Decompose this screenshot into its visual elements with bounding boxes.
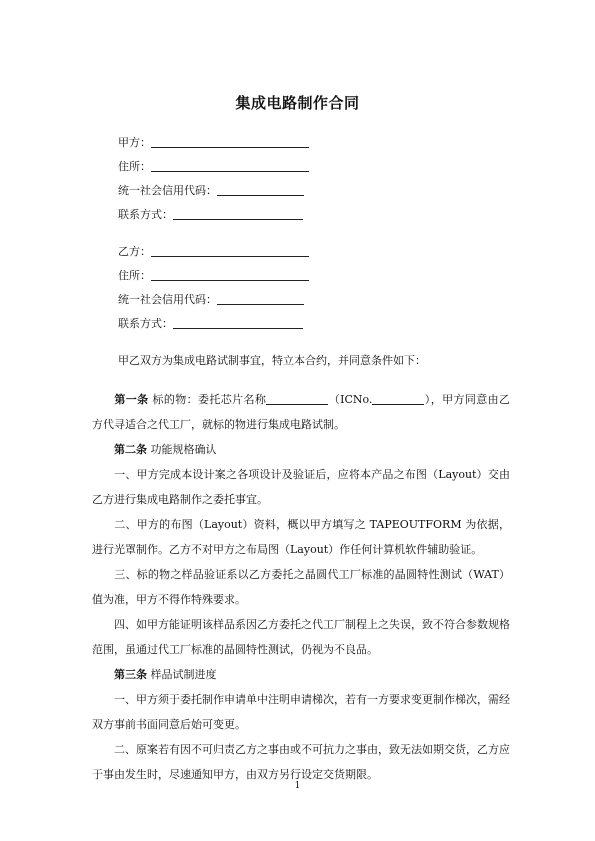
article-3-item-text: 二、原案若有因不可归责乙方之事由或不可抗力之事由，致无法如期交货，乙方应于事由发生时，尽速通知甲方，由双方另行设定交货期限。 xyxy=(92,743,510,781)
party-b-address-label: 住所： xyxy=(118,269,151,282)
article-2-item-text: 二、甲方的布图（Layout）资料，概以甲方填写之 TAPEOUTFORM 为依据，进行光罩制作。乙方不对甲方之布局图（Layout）作任何计算机软件辅助验证。 xyxy=(92,518,510,556)
ic-number-blank[interactable] xyxy=(372,393,424,405)
party-b-address-blank[interactable] xyxy=(151,269,309,281)
article-1-heading: 第一条 xyxy=(114,393,149,406)
article-1-text-c: ），甲方同意由乙方代寻适合之代工厂，就标的物进行集成电路试制。 xyxy=(92,393,511,431)
chip-name-blank[interactable] xyxy=(266,393,328,405)
party-a-contact-blank[interactable] xyxy=(173,208,303,220)
article-3-item-text: 一、甲方须于委托制作申请单中注明申请梯次，若有一方要求变更制作梯次，需经双方事前书面同意后始可变更。 xyxy=(92,693,510,731)
party-a-address-field xyxy=(118,160,309,174)
party-b-name-label: 乙方： xyxy=(118,245,151,258)
party-b-address-field xyxy=(118,269,309,283)
party-a-name-label: 甲方： xyxy=(118,136,151,149)
party-a-address-label: 住所： xyxy=(118,160,151,173)
article-2-item xyxy=(92,512,510,562)
article-2-item-text: 四、如甲方能证明该样品系因乙方委托之代工厂制程上之失误，致不符合参数规格范围，虽通过代工厂标准的晶圆特性测试，仍视为不良品。 xyxy=(92,618,510,656)
article-2-heading: 第二条 xyxy=(114,443,147,456)
article-2-item-text: 一、甲方完成本设计案之各项设计及验证后，应将本产品之布图（Layout）交由乙方进行集成电路制作之委托事宜。 xyxy=(92,468,510,506)
party-b-name-field xyxy=(118,245,309,259)
party-a-contact-label: 联系方式： xyxy=(118,208,173,221)
article-3-item xyxy=(92,737,510,787)
party-b-name-blank[interactable] xyxy=(151,245,309,257)
party-b-contact-label: 联系方式： xyxy=(118,317,173,330)
party-a-credit-code-blank[interactable] xyxy=(217,184,304,196)
article-2-subtitle: 功能规格确认 xyxy=(147,443,217,456)
party-a-contact-field xyxy=(118,208,303,222)
article-1-text-a: 标的物：委托芯片名称 xyxy=(148,393,267,406)
article-2-item-text: 三、标的物之样品验证系以乙方委托之晶圆代工厂标准的晶圆特性测试（WAT）值为准，甲方不得作特殊要求。 xyxy=(92,568,510,606)
article-2-item xyxy=(92,462,510,512)
party-a-name-field xyxy=(118,136,309,150)
page-number: 1 xyxy=(294,781,301,791)
contract-body xyxy=(92,387,510,787)
intro-paragraph: 甲乙双方为集成电路试制事宜，特立本合约，并同意条件如下： xyxy=(118,354,426,367)
article-1-text-b: （ICNo. xyxy=(328,393,373,406)
contract-title: 集成电路制作合同 xyxy=(235,94,360,112)
party-b-credit-code-label: 统一社会信用代码： xyxy=(118,293,217,306)
article-1 xyxy=(92,387,510,437)
party-a-credit-code-label: 统一社会信用代码： xyxy=(118,184,217,197)
article-2-item xyxy=(92,562,510,612)
article-2-item xyxy=(92,612,510,662)
article-3-item xyxy=(92,687,510,737)
party-a-address-blank[interactable] xyxy=(151,160,309,172)
party-b-credit-code-field xyxy=(118,293,304,307)
party-b-contact-blank[interactable] xyxy=(173,317,303,329)
party-a-credit-code-field xyxy=(118,184,304,198)
party-b-credit-code-blank[interactable] xyxy=(217,293,304,305)
article-3-heading-line xyxy=(92,662,510,687)
article-2-heading-line xyxy=(92,437,510,462)
party-b-contact-field xyxy=(118,317,303,331)
article-3-heading: 第三条 xyxy=(114,668,147,681)
article-3-subtitle: 样品试制进度 xyxy=(147,668,217,681)
party-a-name-blank[interactable] xyxy=(151,136,309,148)
